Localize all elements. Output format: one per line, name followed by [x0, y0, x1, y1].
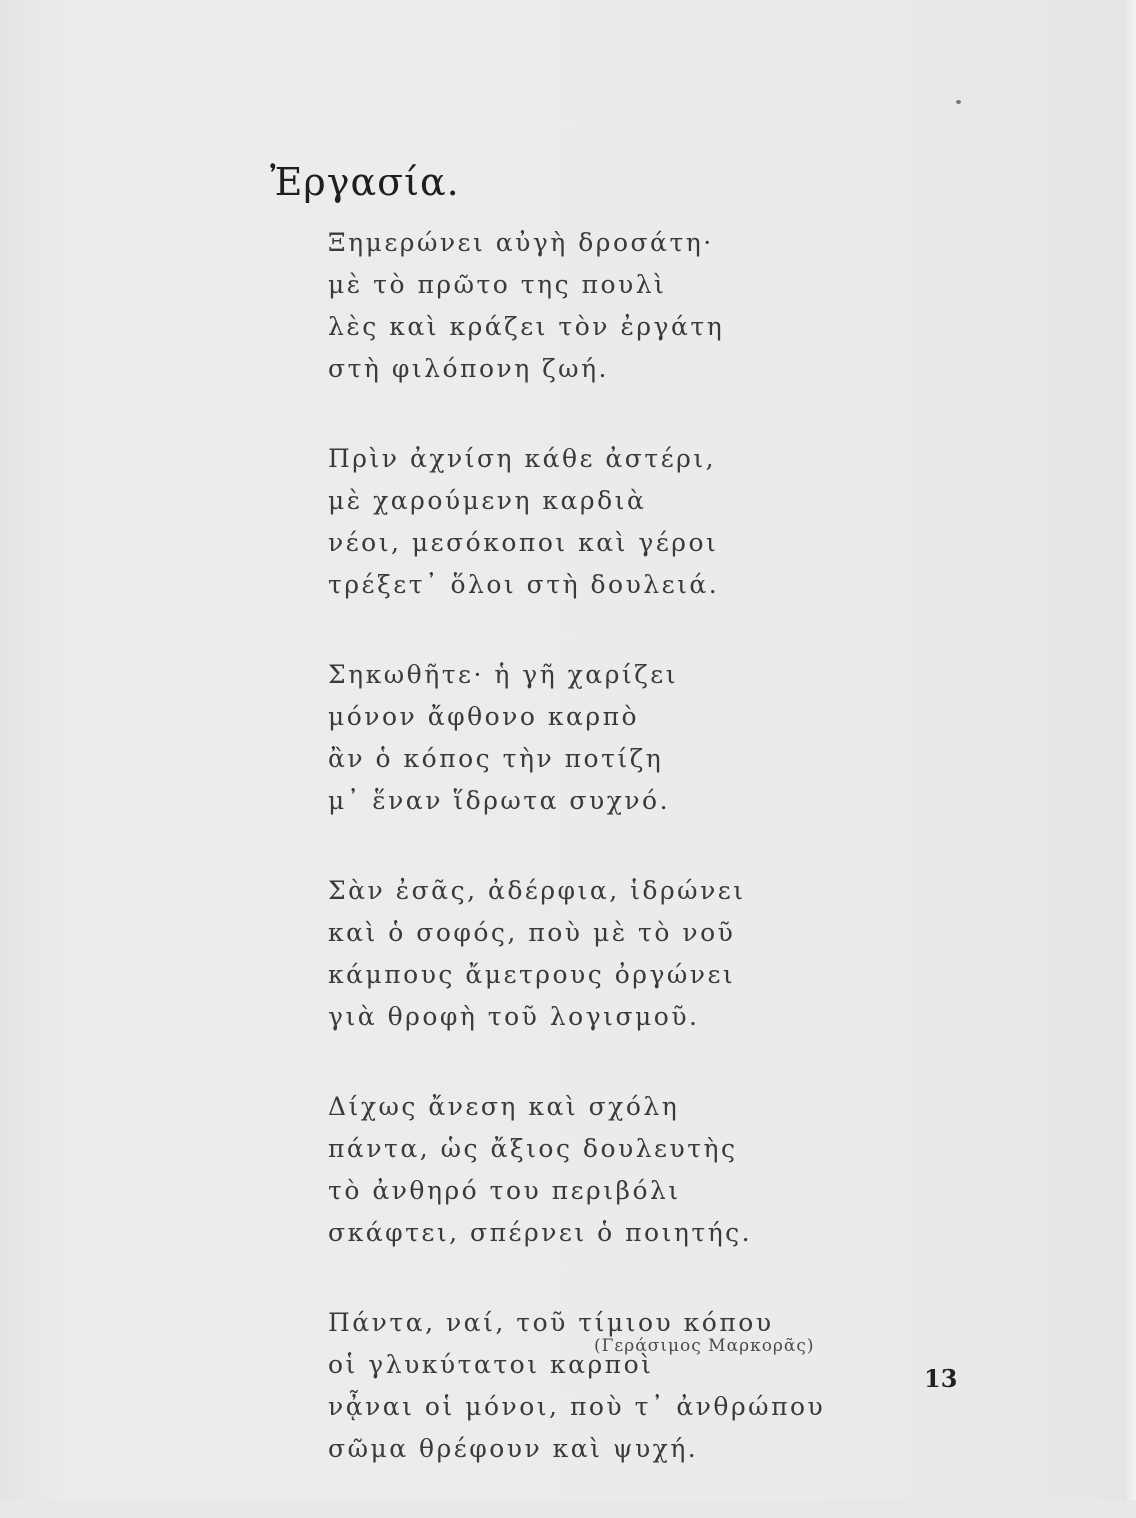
poem-line: μ᾽ ἕναν ἵδρωτα συχνό. [328, 786, 671, 815]
poem-line: μὲ χαρούμενη καρδιὰ [328, 486, 647, 515]
poem-line: τρέξετ᾽ ὅλοι στὴ δουλειά. [328, 570, 720, 599]
poem-line: καὶ ὁ σοφός, ποὺ μὲ τὸ νοῦ [328, 918, 736, 947]
poem-line: Πάντα, ναί, τοῦ τίμιου κόπου [328, 1308, 774, 1337]
poem-line: Δίχως ἄνεση καὶ σχόλη [328, 1092, 680, 1121]
page-number: 13 [924, 1364, 958, 1393]
stanza-3 [328, 654, 888, 822]
poem-line: Σὰν ἐσᾶς, ἀδέρφια, ἱδρώνει [328, 876, 746, 905]
poem-line: λὲς καὶ κράζει τὸν ἐργάτη [328, 312, 725, 341]
poem-line: σῶμα θρέφουν καὶ ψυχή. [328, 1434, 699, 1463]
poem-line: γιὰ θροφὴ τοῦ λογισμοῦ. [328, 1002, 700, 1031]
poem-author: (Γεράσιμος Μαρκορᾶς) [594, 1336, 815, 1356]
poem-line: μόνον ἄφθονο καρπὸ [328, 702, 640, 731]
poem-line: τὸ ἀνθηρό του περιβόλι [328, 1176, 681, 1205]
poem-line: νέοι, μεσόκοποι καὶ γέροι [328, 528, 719, 557]
poem-body [328, 222, 888, 1518]
stanza-1 [328, 222, 888, 390]
stanza-4 [328, 870, 888, 1038]
poem-title: Ἐργασία. [270, 160, 460, 204]
paper-speck [956, 100, 961, 104]
poem-line: Πρὶν ἀχνίση κάθε ἀστέρι, [328, 444, 717, 473]
poem-line: μὲ τὸ πρῶτο της πουλὶ [328, 270, 667, 299]
poem-line: νᾆναι οἱ μόνοι, ποὺ τ᾽ ἀνθρώπου [328, 1392, 826, 1421]
poem-line: Σηκωθῆτε· ἡ γῆ χαρίζει [328, 660, 678, 689]
page-edge [1122, 0, 1136, 1500]
poem-line: Ξημερώνει αὐγὴ δροσάτη· [328, 228, 714, 257]
stanza-5 [328, 1086, 888, 1254]
poem-line: πάντα, ὡς ἄξιος δουλευτὴς [328, 1134, 738, 1163]
poem-line: ἂν ὁ κόπος τὴν ποτίζη [328, 744, 664, 773]
stanza-6 [328, 1302, 888, 1470]
stanza-2 [328, 438, 888, 606]
poem-line: κάμπους ἄμετρους ὀργώνει [328, 960, 736, 989]
poem-line: στὴ φιλόπονη ζωή. [328, 354, 609, 383]
poem-line: οἱ γλυκύτατοι καρποὶ [328, 1350, 654, 1379]
poem-line: σκάφτει, σπέρνει ὁ ποιητής. [328, 1218, 753, 1247]
